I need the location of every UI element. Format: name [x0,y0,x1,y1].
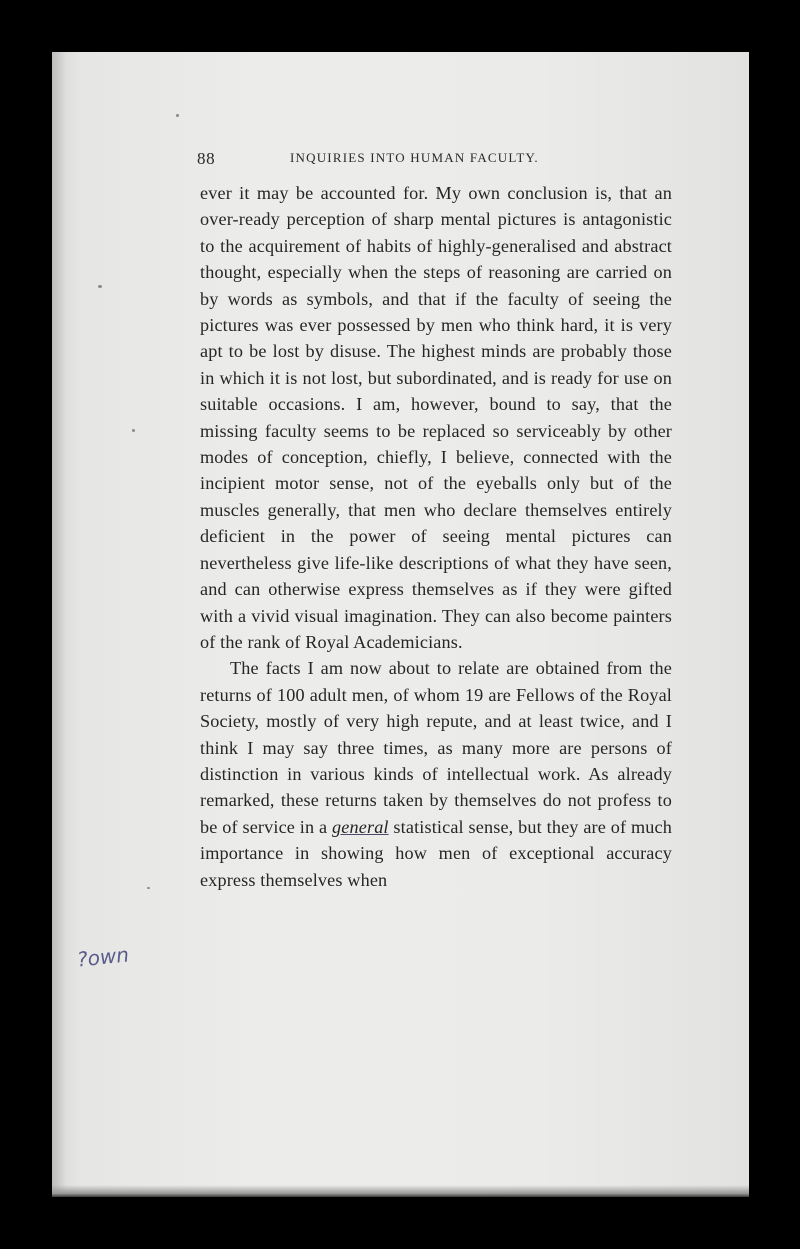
running-head: INQUIRIES INTO HUMAN FACULTY. [290,150,539,165]
paragraph [200,655,672,893]
page-bottom-edge [52,1185,749,1197]
page-number: 88 [197,149,216,168]
paper-speck [132,429,135,432]
body-text [200,180,672,893]
paper-speck [147,887,150,889]
paper-speck [98,285,102,288]
paper-speck [176,114,179,117]
paragraph-text: The facts I am now about to relate are obtained from the returns of 100 adult men, of whom 19 are Fellows of the Royal Society, mostly of very high repute, and at least twice, and I think I may say three times, as many more are persons of distinction in various kinds of intellectual work. As already remarked, these returns taken by themselves do not profess to be of service in a [200,658,672,837]
book-page [52,52,749,1197]
underlined-word: general [332,816,389,837]
paragraph: ever it may be accounted for. My own conclusion is, that an over-ready perception of sharp mental pictures is antagonistic to the acquirement of habits of highly-generalised and abstract thought, especially when the steps of reasoning are carried on by words as symbols, and that if the faculty of seeing the pictures was ever possessed by men who think hard, it is very apt to be lost by disuse. The highest minds are probably those in which it is not lost, but subordinated, and is ready for use on suitable occasions. I am, however, bound to say, that the missing faculty seems to be replaced so serviceably by other modes of conception, chiefly, I believe, connected with the incipient motor sense, not of the eyeballs only but of the muscles generally, that men who declare themselves entirely deficient in the power of seeing mental pictures can nevertheless give life-like descriptions of what they have seen, and can otherwise express themselves as if they were gifted with a vivid visual imagination. They can also become painters of the rank of Royal Academicians. [200,183,672,652]
handwritten-margin-note: ?own [75,942,131,972]
paragraph-text: statistical sense, but they are of much importance in showing how men of exceptional accuracy express themselves when [200,816,672,890]
